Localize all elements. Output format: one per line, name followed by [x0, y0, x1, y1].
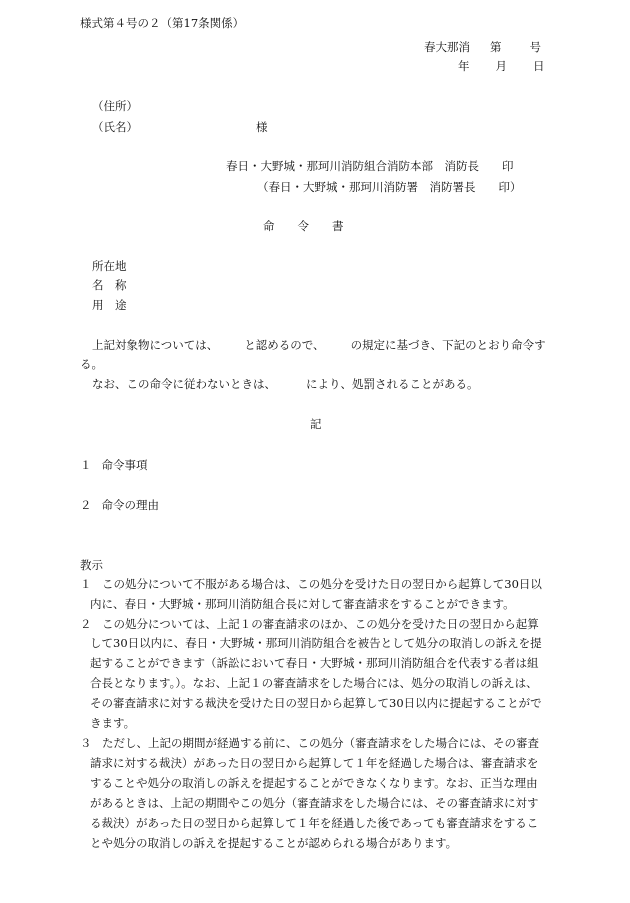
body-paragraph-2 [92, 377, 479, 391]
date-year: 年 [458, 59, 470, 73]
instruction-3-line-6: とや処分の取消しの訴えを提起することが認められる場合があります。 [90, 836, 458, 850]
instruction-2-line-1: この処分については、上記１の審査請求のほか、この処分を受けた日の翌日から起算 [102, 617, 539, 631]
instruction-1-number: １ [80, 577, 92, 591]
issuer-line-2: （春日・大野城・那珂川消防署 消防署長 印） [257, 180, 522, 194]
date-day: 日 [533, 59, 545, 73]
name-label: （氏名） [92, 120, 138, 134]
instruction-2-line-4: 合長となります。）。なお、上記１の審査請求をした場合には、処分の取消しの訴えは、 [90, 676, 538, 690]
instruction-1-line-1: この処分について不服がある場合は、この処分を受けた日の翌日から起算して30日以 [102, 577, 542, 591]
instruction-2-number: ２ [80, 617, 92, 631]
body-p1-part2: と認めるので、 [244, 338, 325, 352]
field-location: 所在地 [92, 259, 127, 273]
number-go: 号 [529, 40, 541, 54]
instruction-3-line-2: 請求に対する裁決）があった日の翌日から起算して１年を経過した場合は、審査請求を [90, 756, 539, 770]
item-2 [80, 498, 159, 512]
address-label: （住所） [92, 99, 138, 113]
instruction-3-line-1: ただし、上記の期間が経過する前に、この処分（審査請求をした場合には、その審査 [102, 736, 539, 750]
ki-label: 記 [310, 417, 322, 431]
body-p2-part2: により、処罰されることがある。 [306, 377, 479, 391]
number-dai: 第 [490, 40, 502, 54]
body-paragraph-1-cont: る。 [80, 357, 103, 371]
instruction-3-line-3: することや処分の取消しの訴えを提起することができなくなります。なお、正当な理由 [90, 776, 538, 790]
field-use: 用 途 [92, 298, 127, 312]
item-1 [80, 458, 148, 472]
date-month: 月 [495, 59, 507, 73]
item-2-number: ２ [80, 498, 92, 512]
body-p1-part1: 上記対象物については、 [92, 338, 219, 352]
instruction-heading: 教示 [80, 558, 103, 572]
item-1-label: 命令事項 [101, 458, 148, 472]
instruction-2-line-5: その審査請求に対する裁決を受けた日の翌日から起算して30日以内に提起することがで [90, 696, 542, 710]
body-paragraph-1 [92, 338, 546, 352]
document-title: 命 令 書 [263, 219, 344, 233]
issuer-line-1: 春日・大野城・那珂川消防組合消防本部 消防長 印 [226, 159, 514, 173]
number-prefix: 春大那消 [424, 40, 470, 54]
instruction-1-line-2: 内に、春日・大野城・那珂川消防組合長に対して審査請求をすることができます。 [90, 597, 515, 611]
instruction-3-line-5: る裁決）があった日の翌日から起算して１年を経過した後であっても審査請求をするこ [90, 816, 539, 830]
document-number [424, 40, 541, 54]
form-id: 様式第４号の２（第17条関係） [80, 16, 245, 30]
body-p1-part3: の規定に基づき、下記のとおり命令す [350, 338, 546, 352]
instruction-3-line-4: があるときは、上記の期間やこの処分（審査請求をした場合には、その審査請求に対す [90, 796, 539, 810]
instruction-2-line-6: きます。 [90, 716, 136, 730]
instruction-2-line-2: して30日以内に、春日・大野城・那珂川消防組合を被告として処分の取消しの訴えを提 [90, 636, 542, 650]
honorific: 様 [256, 120, 268, 134]
instruction-2-line-3: 起することができます（訴訟において春日・大野城・那珂川消防組合を代表する者は組 [90, 656, 539, 670]
instruction-3-number: ３ [80, 736, 92, 750]
item-2-label: 命令の理由 [101, 498, 159, 512]
document-date [458, 59, 545, 73]
item-1-number: １ [80, 458, 92, 472]
body-p2-part1: なお、この命令に従わないときは、 [92, 377, 276, 391]
field-name: 名 称 [92, 278, 127, 292]
